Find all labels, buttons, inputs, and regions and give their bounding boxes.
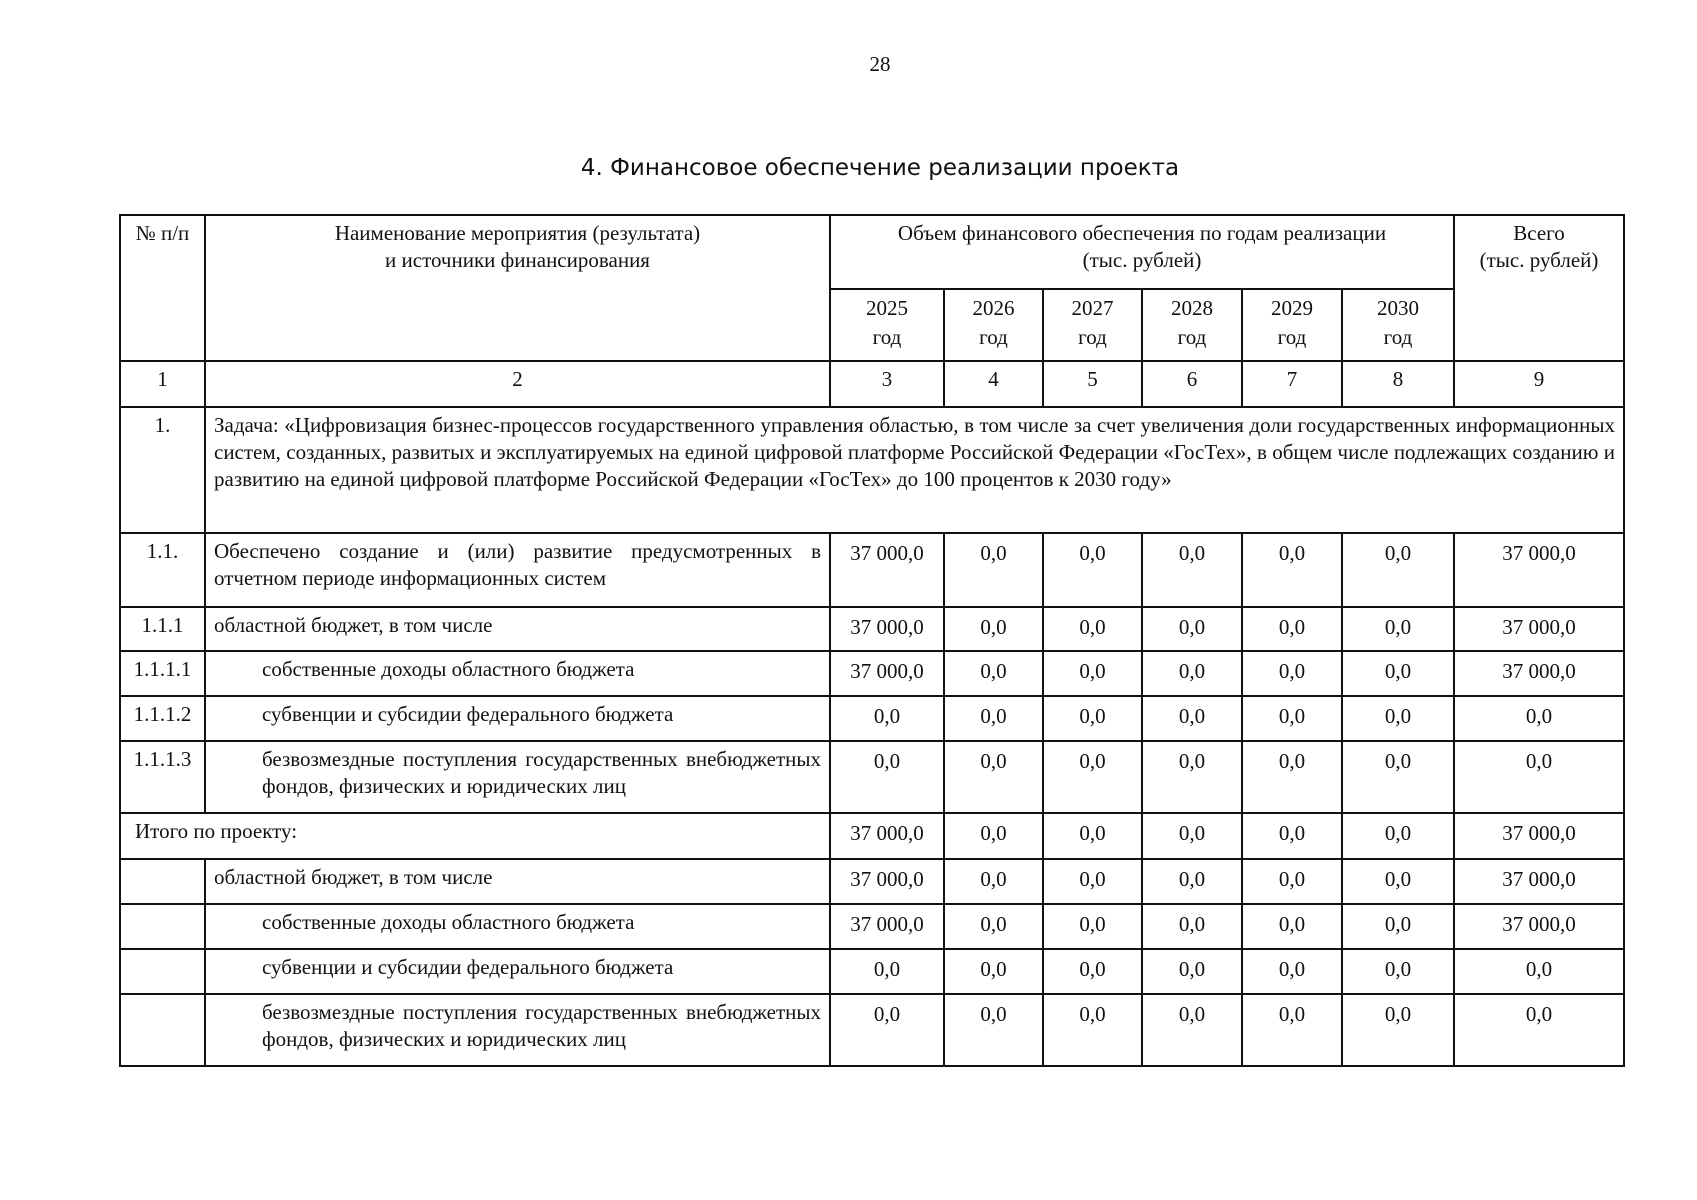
empty-cell bbox=[120, 994, 205, 1066]
row-value: 0,0 bbox=[1342, 651, 1454, 696]
row-value: 0,0 bbox=[944, 904, 1043, 949]
summary-total: 37 000,0 bbox=[1454, 813, 1624, 859]
header-name bbox=[205, 215, 830, 361]
row-number: 1.1. bbox=[120, 533, 205, 607]
year-unit: год bbox=[1383, 325, 1413, 350]
row-value: 0,0 bbox=[1342, 741, 1454, 813]
summary-sub-row bbox=[120, 859, 1624, 904]
row-value: 0,0 bbox=[1142, 741, 1242, 813]
table-row bbox=[120, 651, 1624, 696]
row-value: 37 000,0 bbox=[830, 607, 944, 651]
table-row bbox=[120, 741, 1624, 813]
row-value: 0,0 bbox=[1043, 533, 1142, 607]
row-value: 0,0 bbox=[944, 994, 1043, 1066]
row-name: областной бюджет, в том числе bbox=[205, 859, 830, 904]
col-number: 7 bbox=[1242, 361, 1342, 407]
summary-sub-row bbox=[120, 904, 1624, 949]
row-number: 1.1.1.3 bbox=[120, 741, 205, 813]
row-value: 0,0 bbox=[1342, 859, 1454, 904]
row-value: 0,0 bbox=[1142, 607, 1242, 651]
summary-value: 0,0 bbox=[1043, 813, 1142, 859]
summary-row bbox=[120, 813, 1624, 859]
summary-value: 0,0 bbox=[1142, 813, 1242, 859]
row-value: 0,0 bbox=[1342, 904, 1454, 949]
year-label: 2030 bbox=[1377, 296, 1419, 320]
header-year bbox=[830, 289, 944, 361]
row-value: 37 000,0 bbox=[830, 533, 944, 607]
year-label: 2029 bbox=[1271, 296, 1313, 320]
year-label: 2027 bbox=[1071, 296, 1114, 320]
row-value: 0,0 bbox=[1043, 696, 1142, 741]
year-label: 2025 bbox=[866, 296, 908, 320]
row-name: безвозмездные поступления государственных внебюджетных фондов, физических и юридических лиц bbox=[205, 741, 830, 813]
year-unit: год bbox=[1177, 325, 1207, 350]
table-row bbox=[120, 607, 1624, 651]
summary-sub-row bbox=[120, 949, 1624, 994]
row-total: 0,0 bbox=[1454, 741, 1624, 813]
row-name: субвенции и субсидии федерального бюджета bbox=[205, 949, 830, 994]
summary-value: 37 000,0 bbox=[830, 813, 944, 859]
row-value: 37 000,0 bbox=[830, 651, 944, 696]
row-value: 0,0 bbox=[944, 533, 1043, 607]
header-volume bbox=[830, 215, 1454, 289]
row-name: собственные доходы областного бюджета bbox=[205, 904, 830, 949]
row-name: областной бюджет, в том числе bbox=[205, 607, 830, 651]
row-value: 0,0 bbox=[1242, 994, 1342, 1066]
row-value: 0,0 bbox=[1342, 607, 1454, 651]
header-name-line2: и источники финансирования bbox=[385, 247, 650, 272]
row-number: 1.1.1 bbox=[120, 607, 205, 651]
row-value: 0,0 bbox=[1043, 949, 1142, 994]
table-row bbox=[120, 533, 1624, 607]
row-value: 0,0 bbox=[1142, 949, 1242, 994]
col-number: 3 bbox=[830, 361, 944, 407]
summary-value: 0,0 bbox=[1342, 813, 1454, 859]
col-number: 6 bbox=[1142, 361, 1242, 407]
header-year bbox=[944, 289, 1043, 361]
row-value: 0,0 bbox=[1142, 533, 1242, 607]
row-value: 0,0 bbox=[1043, 994, 1142, 1066]
row-value: 0,0 bbox=[1142, 904, 1242, 949]
row-value: 0,0 bbox=[1342, 696, 1454, 741]
header-year bbox=[1142, 289, 1242, 361]
task-text: Задача: «Цифровизация бизнес-процессов государственного управления областью, в том числе за счет увеличения доли государственных информационных систем, созданных, развитых и эксплуатируемых на единой цифровой платформе Российской Федерации «ГосТех», в общем числе подлежащих созданию и развитию на единой цифровой платформе Российской Федерации «ГосТех» до 100 процентов к 2030 году» bbox=[205, 407, 1624, 533]
row-number: 1.1.1.1 bbox=[120, 651, 205, 696]
empty-cell bbox=[120, 859, 205, 904]
row-value: 0,0 bbox=[830, 949, 944, 994]
financing-table bbox=[119, 214, 1625, 1067]
row-value: 0,0 bbox=[1043, 741, 1142, 813]
row-value: 0,0 bbox=[1043, 859, 1142, 904]
year-label: 2026 bbox=[972, 296, 1015, 320]
row-value: 37 000,0 bbox=[830, 904, 944, 949]
section-title: 4. Финансовое обеспечение реализации проекта bbox=[580, 155, 1180, 181]
year-unit: год bbox=[872, 325, 902, 350]
header-no: № п/п bbox=[120, 215, 205, 361]
row-value: 0,0 bbox=[1342, 994, 1454, 1066]
row-value: 37 000,0 bbox=[830, 859, 944, 904]
header-year bbox=[1242, 289, 1342, 361]
row-total: 37 000,0 bbox=[1454, 651, 1624, 696]
task-row bbox=[120, 407, 1624, 533]
row-value: 0,0 bbox=[830, 741, 944, 813]
row-value: 0,0 bbox=[1242, 741, 1342, 813]
header-total-line2: (тыс. рублей) bbox=[1479, 247, 1599, 272]
row-name: собственные доходы областного бюджета bbox=[205, 651, 830, 696]
row-value: 0,0 bbox=[1142, 994, 1242, 1066]
row-total: 0,0 bbox=[1454, 696, 1624, 741]
row-value: 0,0 bbox=[944, 696, 1043, 741]
row-value: 0,0 bbox=[1342, 949, 1454, 994]
col-number: 1 bbox=[120, 361, 205, 407]
row-value: 0,0 bbox=[1242, 607, 1342, 651]
row-total: 37 000,0 bbox=[1454, 859, 1624, 904]
row-total: 37 000,0 bbox=[1454, 607, 1624, 651]
row-value: 0,0 bbox=[944, 949, 1043, 994]
year-label: 2028 bbox=[1171, 296, 1213, 320]
row-value: 0,0 bbox=[1043, 607, 1142, 651]
row-total: 37 000,0 bbox=[1454, 904, 1624, 949]
summary-value: 0,0 bbox=[1242, 813, 1342, 859]
header-year bbox=[1342, 289, 1454, 361]
row-total: 0,0 bbox=[1454, 949, 1624, 994]
row-value: 0,0 bbox=[1242, 651, 1342, 696]
row-value: 0,0 bbox=[1242, 859, 1342, 904]
row-value: 0,0 bbox=[830, 696, 944, 741]
row-value: 0,0 bbox=[1043, 651, 1142, 696]
header-volume-line1: Объем финансового обеспечения по годам реализации bbox=[897, 221, 1387, 245]
row-name: субвенции и субсидии федерального бюджета bbox=[205, 696, 830, 741]
row-value: 0,0 bbox=[1342, 533, 1454, 607]
task-number: 1. bbox=[120, 407, 205, 533]
summary-sub-row bbox=[120, 994, 1624, 1066]
header-volume-line2: (тыс. рублей) bbox=[1082, 247, 1202, 272]
header-total bbox=[1454, 215, 1624, 361]
row-value: 0,0 bbox=[1142, 651, 1242, 696]
row-value: 0,0 bbox=[944, 741, 1043, 813]
row-total: 37 000,0 bbox=[1454, 533, 1624, 607]
empty-cell bbox=[120, 904, 205, 949]
table-row bbox=[120, 696, 1624, 741]
row-value: 0,0 bbox=[830, 994, 944, 1066]
year-unit: год bbox=[1078, 325, 1107, 350]
row-number: 1.1.1.2 bbox=[120, 696, 205, 741]
row-value: 0,0 bbox=[944, 859, 1043, 904]
summary-value: 0,0 bbox=[944, 813, 1043, 859]
summary-label: Итого по проекту: bbox=[120, 813, 830, 859]
row-value: 0,0 bbox=[1142, 859, 1242, 904]
row-name: Обеспечено создание и (или) развитие предусмотренных в отчетном периоде информационных систем bbox=[205, 533, 830, 607]
col-number: 9 bbox=[1454, 361, 1624, 407]
row-value: 0,0 bbox=[1043, 904, 1142, 949]
header-name-line1: Наименование мероприятия (результата) bbox=[334, 221, 701, 245]
col-number: 2 bbox=[205, 361, 830, 407]
row-value: 0,0 bbox=[1242, 533, 1342, 607]
row-total: 0,0 bbox=[1454, 994, 1624, 1066]
header-total-line1: Всего bbox=[1513, 221, 1565, 245]
row-value: 0,0 bbox=[1242, 949, 1342, 994]
col-number: 4 bbox=[944, 361, 1043, 407]
row-value: 0,0 bbox=[1242, 904, 1342, 949]
year-unit: год bbox=[1277, 325, 1307, 350]
row-name: безвозмездные поступления государственных внебюджетных фондов, физических и юридических лиц bbox=[205, 994, 830, 1066]
empty-cell bbox=[120, 949, 205, 994]
row-value: 0,0 bbox=[944, 607, 1043, 651]
row-value: 0,0 bbox=[1142, 696, 1242, 741]
header-year bbox=[1043, 289, 1142, 361]
page-number: 28 bbox=[869, 52, 891, 76]
col-number: 5 bbox=[1043, 361, 1142, 407]
year-unit: год bbox=[979, 325, 1008, 350]
col-number: 8 bbox=[1342, 361, 1454, 407]
row-value: 0,0 bbox=[1242, 696, 1342, 741]
row-value: 0,0 bbox=[944, 651, 1043, 696]
